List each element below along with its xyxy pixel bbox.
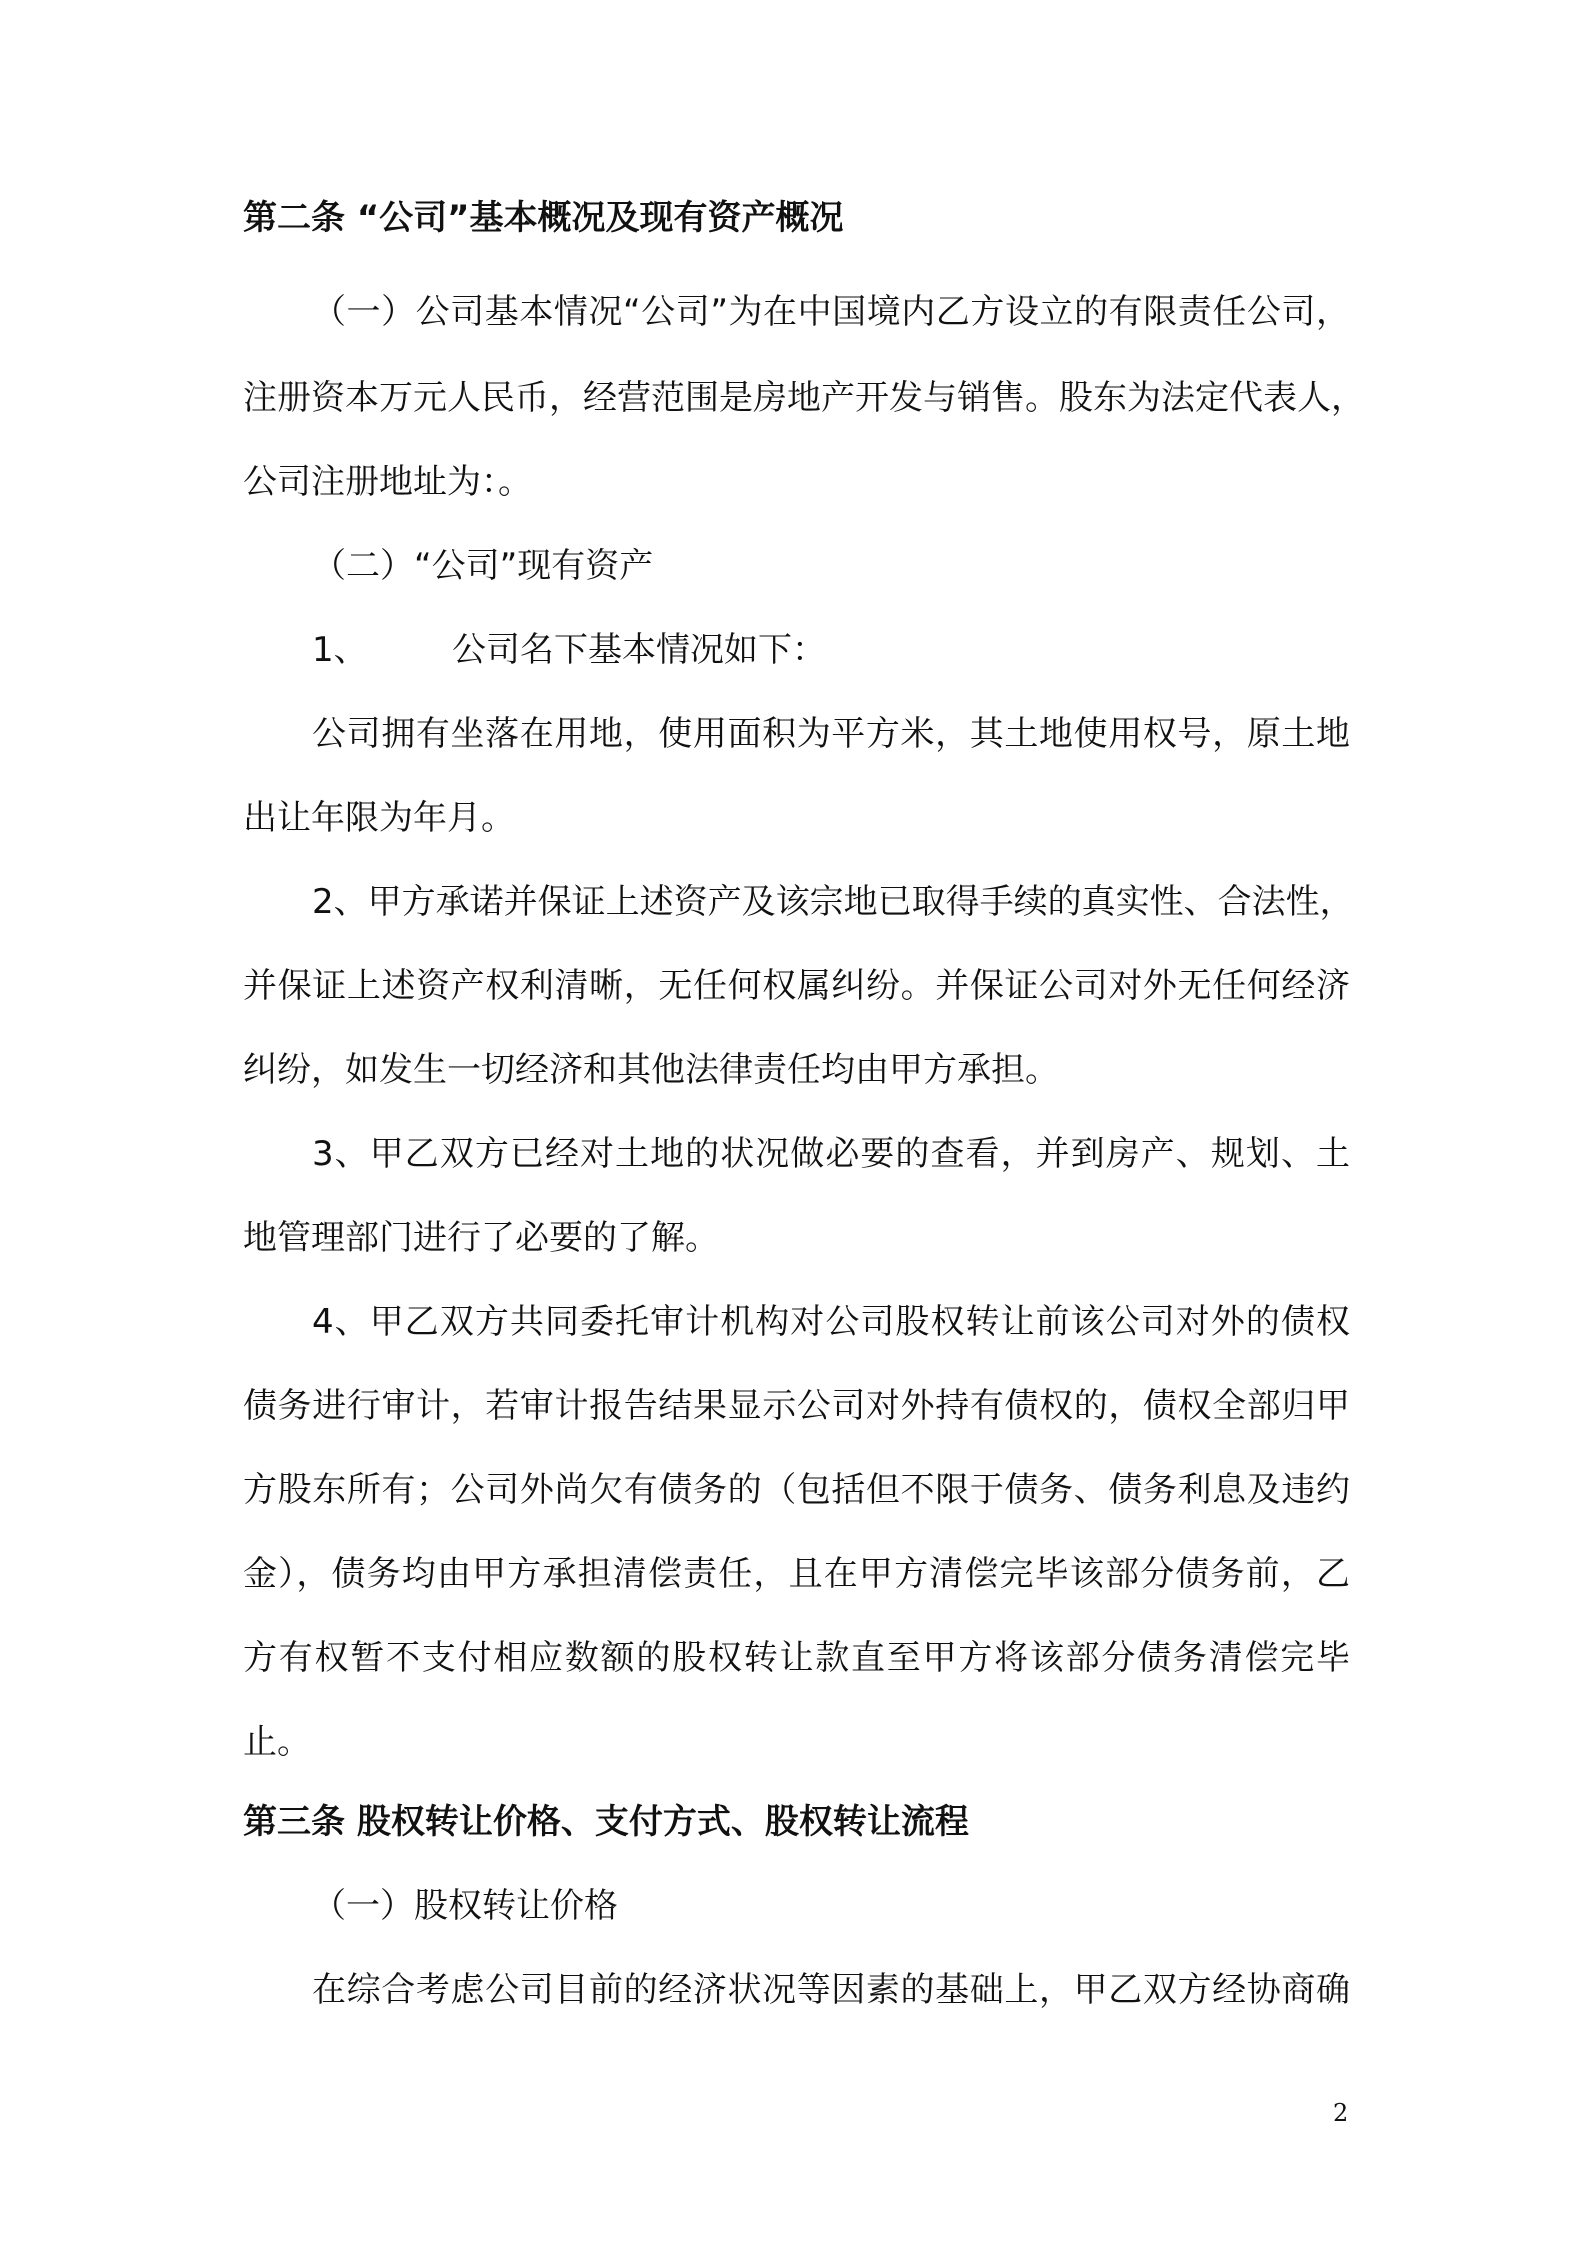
paragraph-line: 金），债务均由甲方承担清偿责任，且在甲方清偿完毕该部分债务前，乙 (243, 1554, 1350, 1594)
section-heading: （一）股权转让价格 (312, 1886, 618, 1926)
paragraph-line: 债务进行审计，若审计报告结果显示公司对外持有债权的，债权全部归甲 (243, 1386, 1350, 1426)
paragraph-line: 纠纷，如发生一切经济和其他法律责任均由甲方承担。 (243, 1050, 1059, 1090)
paragraph-line: 地管理部门进行了必要的了解。 (243, 1218, 719, 1258)
paragraph-line: 2、甲方承诺并保证上述资产及该宗地已取得手续的真实性、合法性， (312, 882, 1354, 922)
paragraph-line: （一）公司基本情况“公司”为在中国境内乙方设立的有限责任公司， (312, 292, 1350, 332)
article-2-heading: 第二条 “公司”基本概况及现有资产概况 (243, 198, 844, 238)
paragraph-line: 注册资本万元人民币，经营范围是房地产开发与销售。股东为法定代表人， (243, 378, 1365, 418)
section-heading: （二）“公司”现有资产 (312, 546, 654, 586)
paragraph-line: 方有权暂不支付相应数额的股权转让款直至甲方将该部分债务清偿完毕 (243, 1638, 1350, 1678)
paragraph-line: 公司注册地址为：。 (243, 462, 532, 502)
list-item-number: 1、 (312, 630, 368, 670)
paragraph-line: 并保证上述资产权利清晰，无任何权属纠纷。并保证公司对外无任何经济 (243, 966, 1350, 1006)
paragraph-line: 出让年限为年月。 (243, 798, 515, 838)
list-item-text: 公司名下基本情况如下： (452, 630, 826, 670)
paragraph-line: 方股东所有；公司外尚欠有债务的（包括但不限于债务、债务利息及违约 (243, 1470, 1350, 1510)
paragraph-line: 在综合考虑公司目前的经济状况等因素的基础上，甲乙双方经协商确 (312, 1970, 1350, 2010)
paragraph-line: 止。 (243, 1722, 311, 1762)
article-3-heading: 第三条 股权转让价格、支付方式、股权转让流程 (243, 1802, 969, 1842)
page-number: 2 (1333, 2099, 1349, 2127)
paragraph-line: 公司拥有坐落在用地，使用面积为平方米，其土地使用权号，原土地 (312, 714, 1350, 754)
paragraph-line: 3、甲乙双方已经对土地的状况做必要的查看，并到房产、规划、土 (312, 1134, 1350, 1174)
list-item (312, 628, 826, 672)
paragraph-line: 4、甲乙双方共同委托审计机构对公司股权转让前该公司对外的债权 (312, 1302, 1350, 1342)
